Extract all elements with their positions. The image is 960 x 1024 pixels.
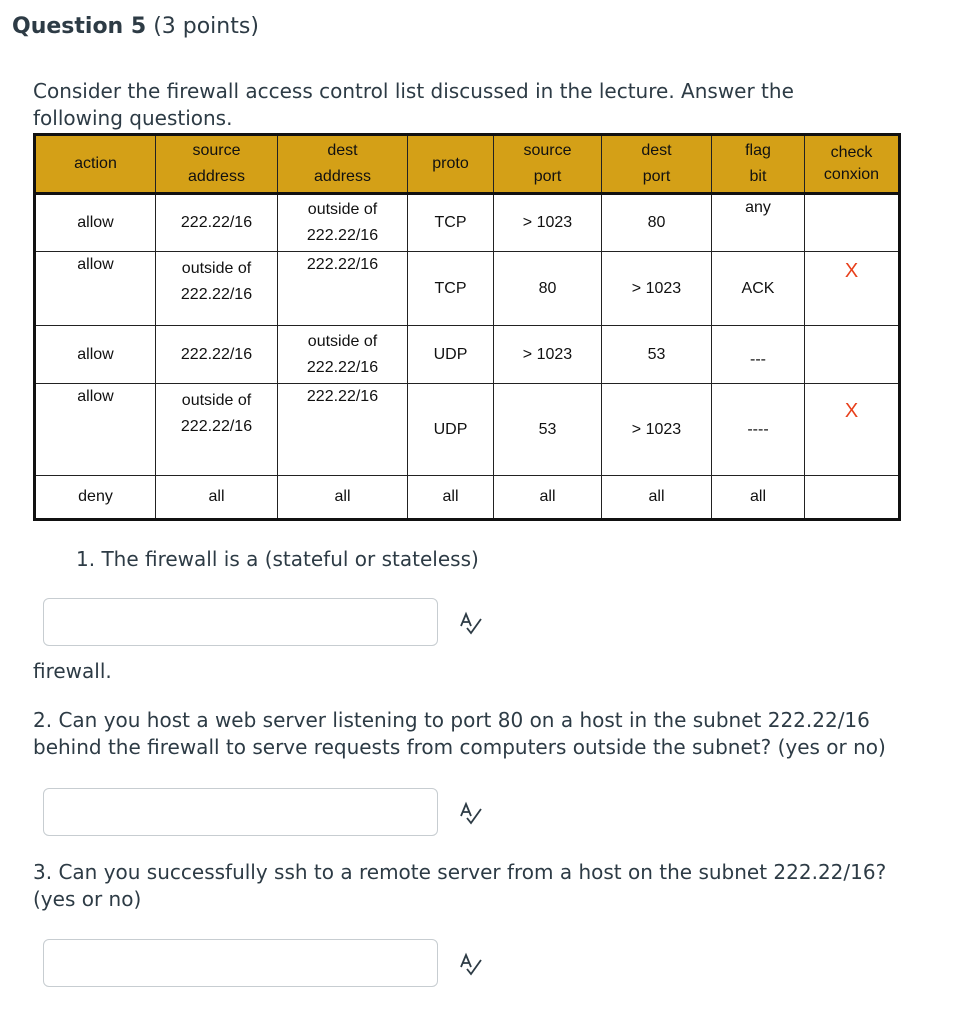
question-points: (3 points) (153, 14, 259, 39)
cell-dest-port: 53 (602, 326, 712, 384)
question-2-answer-input[interactable] (43, 788, 438, 836)
cell-proto: UDP (408, 384, 494, 476)
cell-dest-address: all (278, 476, 408, 520)
cell-dest-address: 222.22/16 (278, 384, 408, 476)
cell-proto: all (408, 476, 494, 520)
cell-dest-port: > 1023 (602, 252, 712, 326)
cell-source-address: outside of 222.22/16 (156, 252, 278, 326)
cell-flag-bit: ---- (712, 384, 805, 476)
question-1-text: 1. The firewall is a (stateful or stateless) (76, 547, 479, 571)
header-flag-bit: flag bit (712, 135, 805, 194)
cell-action: allow (35, 326, 156, 384)
table-row (35, 194, 900, 252)
question-1-answer-input[interactable] (43, 598, 438, 646)
cell-check-conxion (805, 476, 900, 520)
cell-check-conxion (805, 326, 900, 384)
question-3-text: 3. Can you successfully ssh to a remote server from a host on the subnet 222.22/16? (yes or no) (33, 860, 887, 911)
table-row (35, 252, 900, 326)
cell-source-address: all (156, 476, 278, 520)
cell-source-port: > 1023 (494, 326, 602, 384)
cell-flag-bit: --- (712, 326, 805, 384)
header-dest-port: dest port (602, 135, 712, 194)
cell-action: allow (35, 384, 156, 476)
cell-source-port: > 1023 (494, 194, 602, 252)
question-intro: Consider the firewall access control list discussed in the lecture. Answer the following questions. (33, 79, 794, 130)
cell-source-port: all (494, 476, 602, 520)
header-proto: proto (408, 135, 494, 194)
table-header-row (35, 135, 900, 194)
cell-flag-bit: any (712, 194, 805, 252)
table-row (35, 476, 900, 520)
question-2-text: 2. Can you host a web server listening to port 80 on a host in the subnet 222.22/16 behind the firewall to serve requests from computers outside the subnet? (yes or no) (33, 708, 886, 759)
cell-flag-bit: all (712, 476, 805, 520)
cell-action: allow (35, 252, 156, 326)
spell-check-icon[interactable] (458, 800, 484, 826)
cell-dest-port: all (602, 476, 712, 520)
cell-dest-address: 222.22/16 (278, 252, 408, 326)
question-title (12, 14, 259, 39)
spell-check-icon[interactable] (458, 610, 484, 636)
header-action: action (35, 135, 156, 194)
header-source-address: source address (156, 135, 278, 194)
cell-flag-bit: ACK (712, 252, 805, 326)
cell-source-address: 222.22/16 (156, 326, 278, 384)
cell-check-conxion (805, 194, 900, 252)
spell-check-icon[interactable] (458, 951, 484, 977)
table-row (35, 384, 900, 476)
cell-dest-address: outside of 222.22/16 (278, 194, 408, 252)
firewall-acl-table (33, 133, 901, 521)
table-row (35, 326, 900, 384)
cell-proto: TCP (408, 194, 494, 252)
header-source-port: source port (494, 135, 602, 194)
cell-action: deny (35, 476, 156, 520)
cell-dest-port: 80 (602, 194, 712, 252)
cell-action: allow (35, 194, 156, 252)
header-dest-address: dest address (278, 135, 408, 194)
cell-check-conxion: X (805, 384, 900, 476)
question-3-answer-input[interactable] (43, 939, 438, 987)
question-1-suffix: firewall. (33, 659, 112, 683)
cell-proto: UDP (408, 326, 494, 384)
cell-dest-port: > 1023 (602, 384, 712, 476)
cell-proto: TCP (408, 252, 494, 326)
header-check-conxion: check conxion (805, 135, 900, 194)
cell-source-address: 222.22/16 (156, 194, 278, 252)
cell-source-address: outside of 222.22/16 (156, 384, 278, 476)
cell-dest-address: outside of 222.22/16 (278, 326, 408, 384)
cell-check-conxion: X (805, 252, 900, 326)
cell-source-port: 53 (494, 384, 602, 476)
question-number: Question 5 (12, 14, 147, 39)
cell-source-port: 80 (494, 252, 602, 326)
